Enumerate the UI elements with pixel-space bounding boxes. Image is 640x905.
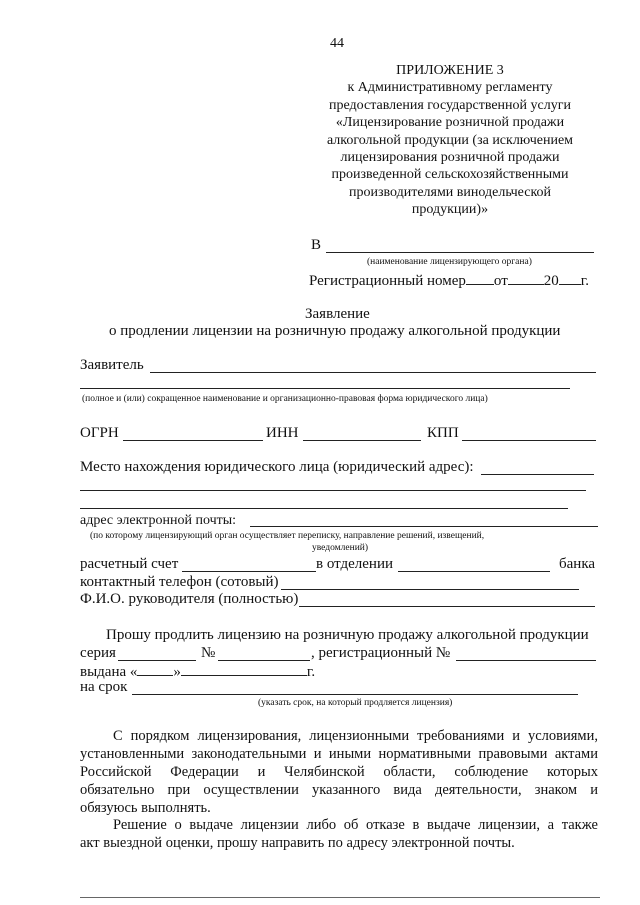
paragraph-line: обязуюсь выполнять. xyxy=(80,800,211,816)
appendix-line: произведенной сельскохозяйственными xyxy=(331,167,569,183)
reg-number-label: , регистрационный № xyxy=(311,645,451,661)
paragraph-line: акт выездной оценки, прошу направить по адресу электронной почты. xyxy=(80,835,515,851)
document-subtitle: о продлении лицензии на розничную продажу алкогольной продукции xyxy=(109,323,561,339)
paragraph-line: С порядком лицензирования, лицензионными требованиями и условиями, xyxy=(113,728,598,744)
registration-date-field[interactable] xyxy=(508,270,544,285)
appendix-header xyxy=(300,62,600,219)
address-label: Место нахождения юридического лица (юридический адрес): xyxy=(80,459,474,475)
registration-number-field[interactable] xyxy=(466,270,494,285)
registration-label: Регистрационный номер xyxy=(309,273,466,289)
appendix-line: предоставления государственной услуги xyxy=(329,97,571,113)
kpp-label: КПП xyxy=(427,425,459,441)
issued-quote: » xyxy=(173,664,181,680)
term-label: на срок xyxy=(80,679,128,695)
applicant-field[interactable] xyxy=(150,372,596,373)
request-line: Прошу продлить лицензию на розничную продажу алкогольной продукции xyxy=(106,627,589,643)
kpp-field[interactable] xyxy=(462,440,596,441)
reg-number-field[interactable] xyxy=(456,660,596,661)
appendix-title: ПРИЛОЖЕНИЕ 3 xyxy=(396,63,504,78)
appendix-line: производителями винодельческой xyxy=(348,184,552,200)
appendix-line: «Лицензирование розничной продажи xyxy=(335,115,565,131)
appendix-line: к Административному регламенту xyxy=(347,80,553,96)
email-field[interactable] xyxy=(250,526,598,527)
account-label: расчетный счет xyxy=(80,556,179,572)
registration-year: 20 xyxy=(543,273,559,289)
appendix-line: продукции)» xyxy=(411,202,489,218)
account-bank-label: банка xyxy=(559,556,596,572)
applicant-caption: (полное и (или) сокращенное наименование и организационно-правовая форма юридического лица) xyxy=(82,394,488,404)
addressee-field[interactable] xyxy=(326,252,594,253)
address-field-line-3[interactable] xyxy=(80,508,568,509)
consent-paragraph xyxy=(80,727,598,817)
paragraph-line: Решение о выдаче лицензии либо об отказе в выдаче лицензии, а также xyxy=(113,817,598,833)
appendix-line: алкогольной продукции (за исключением xyxy=(326,132,574,148)
number-label: № xyxy=(201,645,216,661)
decision-paragraph xyxy=(80,816,598,852)
page-number: 44 xyxy=(330,36,344,51)
account-field[interactable] xyxy=(182,571,316,572)
document-title: Заявление xyxy=(305,306,370,322)
applicant-field-line-2[interactable] xyxy=(80,388,570,389)
addressee-prefix: В xyxy=(311,237,322,253)
branch-field[interactable] xyxy=(398,571,550,572)
phone-label: контактный телефон (сотовый) xyxy=(80,574,279,590)
ogrn-label: ОГРН xyxy=(80,425,119,441)
head-field[interactable] xyxy=(299,606,595,607)
email-caption: (по которому лицензирующий орган осуществляет переписку, направление решений, извещений, xyxy=(90,531,485,541)
head-label: Ф.И.О. руководителя (полностью) xyxy=(80,591,299,607)
address-field[interactable] xyxy=(481,474,594,475)
issued-year-suffix: г. xyxy=(306,664,316,680)
registration-year-suffix: г. xyxy=(580,273,589,289)
series-label: серия xyxy=(80,645,116,661)
phone-field[interactable] xyxy=(281,589,579,590)
issued-label: выдана « xyxy=(80,664,138,680)
applicant-label: Заявитель xyxy=(80,357,144,373)
email-caption-2: уведомлений) xyxy=(312,543,369,553)
registration-year-field[interactable] xyxy=(559,270,581,285)
paragraph-line: обязательно при осуществлении указанного вида деятельности, знаком и xyxy=(80,782,598,798)
account-branch-label: в отделении xyxy=(316,556,394,572)
term-caption: (указать срок, на который продляется лицензия) xyxy=(258,698,453,708)
term-field[interactable] xyxy=(132,694,578,695)
ogrn-field[interactable] xyxy=(123,440,263,441)
paragraph-line: установленными законодательными и иными нормативными правовыми актами xyxy=(80,746,598,762)
appendix-line: лицензирования розничной продажи xyxy=(340,150,560,166)
issued-month-field[interactable] xyxy=(181,661,307,676)
inn-field[interactable] xyxy=(303,440,421,441)
issued-day-field[interactable] xyxy=(137,661,173,676)
registration-from: от xyxy=(493,273,508,289)
bottom-rule xyxy=(80,897,600,898)
inn-label: ИНН xyxy=(266,425,299,441)
email-label: адрес электронной почты: xyxy=(80,513,237,528)
address-field-line-2[interactable] xyxy=(80,490,586,491)
registration-line xyxy=(309,270,589,290)
addressee-caption: (наименование лицензирующего органа) xyxy=(367,257,532,267)
paragraph-line: Российской Федерации и Челябинской области, соблюдение которых xyxy=(80,764,598,780)
